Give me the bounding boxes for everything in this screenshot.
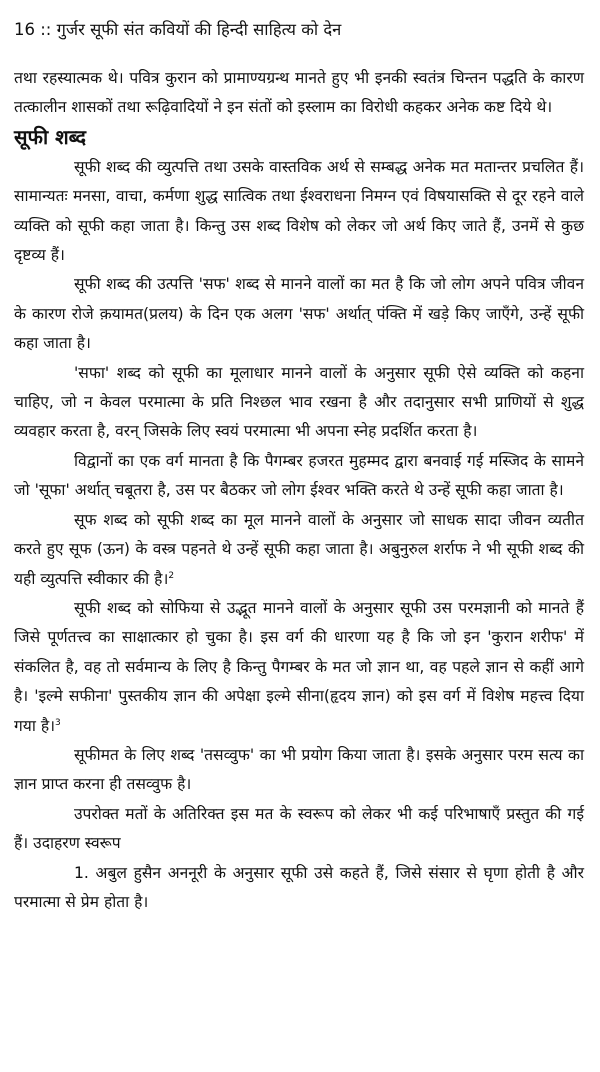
paragraph-continued: तथा रहस्यात्मक थे। पवित्र कुरान को प्रामाण्यग्रन्थ मानते हुए भी इनकी स्वतंत्र चिन्तन पद्धति के कारण तत्कालीन शासकों तथा रूढ़िवादियों ने इन संतों को इस्लाम का विरोधी कहकर अनेक कष्ट दिये थे। — [14, 69, 584, 117]
footnote-marker: 2 — [168, 570, 175, 581]
paragraph-suf-text: सूफ शब्द को सूफी शब्द का मूल मानने वालों के अनुसार जो साधक सादा जीवन व्यतीत करते हुए सूफ (ऊन) के वस्त्र पहनते थे उन्हें सूफी कहा जाता है। अबुनुरुल शर्राफ ने भी सूफी शब्द की यही व्युत्पत्ति स्वीकार की है। — [14, 510, 584, 588]
paragraph-safa: 'सफा' शब्द को सूफी का मूलाधार मानने वालों के अनुसार सूफी ऐसे व्यक्ति को कहना चाहिए, जो न केवल परमात्मा के प्रति निश्छल भाव रखना है और तदानुसार सभी प्राणियों से शुद्ध व्यवहार करता है, वरन् जिसके लिए स्वयं परमात्मा भी अपना स्नेह प्रदर्शित करता है। — [14, 363, 584, 441]
paragraph-sophia-text: सूफी शब्द को सोफिया से उद्भूत मानने वालों के अनुसार सूफी उस परमज्ञानी को मानते हैं जिसे पूर्णतत्त्व का साक्षात्कार हो चुका है। इस वर्ग की धारणा यह है कि जो इन 'कुरान शरीफ' में संकलित है, वह तो सर्वमान्य के लिए है किन्तु पैगम्बर के मत जो ज्ञान था, वह पहले ज्ञान से कहीं आगे है। 'इल्मे सफीना' पुस्तकीय ज्ञान की अपेक्षा इल्मे सीना(हृदय ज्ञान) को इस वर्ग में विशेष महत्त्व दिया गया है। — [14, 598, 584, 735]
footnote-marker: 3 — [55, 717, 61, 728]
paragraph-tasawwuf: सूफीमत के लिए शब्द 'तसव्वुफ' का भी प्रयोग किया जाता है। इसके अनुसार परम सत्य का ज्ञान प्राप्त करना ही तसव्वुफ है। — [14, 745, 584, 794]
paragraph-definitions: उपरोक्त मतों के अतिरिक्त इस मत के स्वरूप को लेकर भी कई परिभाषाएँ प्रस्तुत की गई हैं। उदाहरण स्वरूप — [14, 804, 584, 853]
numbered-item-1: 1. अबुल हुसैन अननूरी के अनुसार सूफी उसे कहते हैं, जिसे संसार से घृणा होती है और परमात्मा से प्रेम होता है। — [14, 863, 584, 911]
paragraph-sufa: विद्वानों का एक वर्ग मानता है कि पैगम्बर हजरत मुहम्मद द्वारा बनवाई गई मस्जिद के सामने जो 'सूफा' अर्थात् चबूतरा है, उस पर बैठकर जो लोग ईश्वर भक्ति करते थे उन्हें सूफी कहा जाता है। — [14, 451, 584, 500]
paragraph-saf: सूफी शब्द की उत्पत्ति 'सफ' शब्द से मानने वालों का मत है कि जो लोग अपने पवित्र जीवन के कारण रोजे क़यामत(प्रलय) के दिन एक अलग 'सफ' अर्थात् पंक्ति में खड़े किए जाएँगे, उन्हें सूफी कहा जाता है। — [14, 275, 584, 353]
running-head: 16 :: गुर्जर सूफी संत कवियों की हिन्दी साहित्य को देन — [14, 20, 342, 39]
paragraph-suf — [14, 506, 584, 594]
section-heading: सूफी शब्द — [14, 124, 86, 149]
paragraph-sophia — [14, 594, 584, 741]
paragraph-sufi-etymology: सूफी शब्द की व्युत्पत्ति तथा उसके वास्तविक अर्थ से सम्बद्ध अनेक मत मतान्तर प्रचलित हैं। सामान्यतः मनसा, वाचा, कर्मणा शुद्ध सात्विक तथा ईश्वराधना निमग्न एवं विषयासक्ति से दूर रहने वाले व्यक्ति को सूफी कहा जाता है। किन्तु उस शब्द विशेष को लेकर जो अर्थ किए जाते हैं, उनमें से कुछ दृष्टव्य हैं। — [14, 157, 584, 265]
